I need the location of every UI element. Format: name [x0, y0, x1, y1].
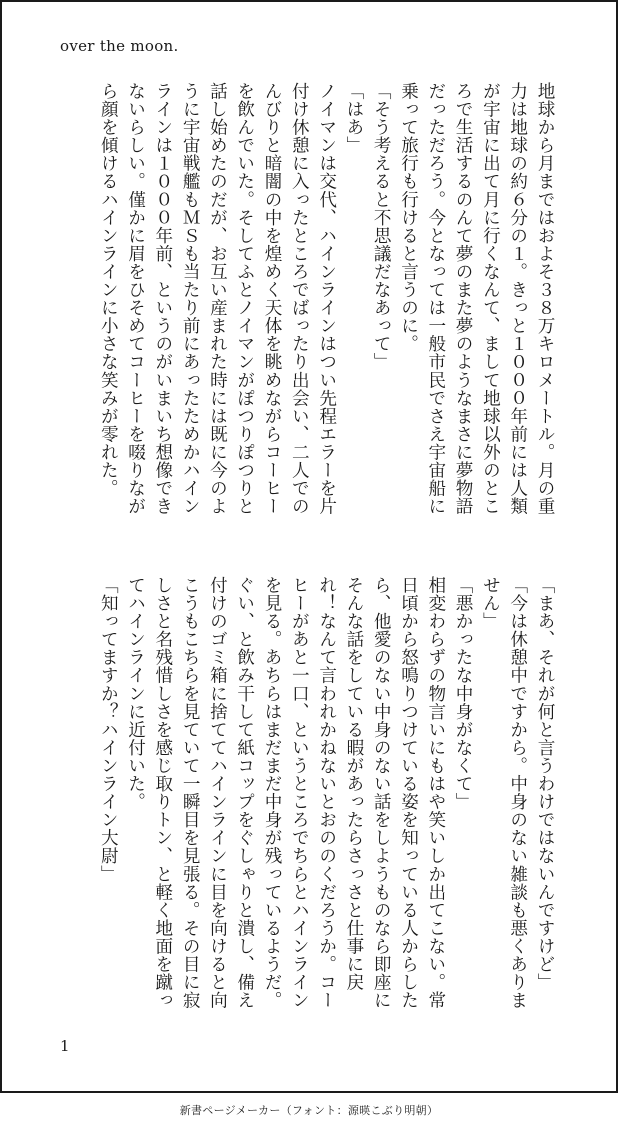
- text-line: だっただろう。今となっては一般市民でさえ宇宙船に: [425, 82, 446, 516]
- lower-text-block: [94, 576, 558, 1016]
- text-line: ヒーがあと一口、というところでちらとハインライン: [289, 576, 310, 1010]
- text-line: 相変わらずの物言いにもはや笑いしか出てこない。常: [425, 576, 446, 1010]
- text-line: ノイマンは交代、ハインラインはつい先程エラーを片: [316, 82, 337, 516]
- text-line: 付けのゴミ箱に捨ててハインラインに目を向けると向: [207, 576, 228, 1010]
- text-line: を飲んでいた。そしてふとノイマンがぽつりぽつりと: [234, 82, 255, 516]
- text-line: を見る。あちらはまだまだ中身が残っているようだ。: [262, 576, 283, 1010]
- text-line: ぐい、と飲み干して紙コップをぐしゃりと潰し、備え: [234, 576, 255, 1010]
- text-line: そんな話をしている暇があったらさっさと仕事に戻: [343, 576, 364, 992]
- text-line: ら、他愛のない中身のない話をしようものなら即座に: [371, 576, 392, 1010]
- text-line: 「悪かったな中身がなくて」: [453, 576, 474, 811]
- text-line: うに宇宙戦艦もＭＳも当たり前にあったためかハイン: [180, 82, 201, 516]
- text-line: てハインラインに近付いた。: [125, 576, 146, 811]
- text-line: 「今は休憩中ですから。中身のない雑談も悪くありま: [507, 576, 528, 1010]
- text-line: んびりと暗闇の中を煌めく天体を眺めながらコーヒー: [262, 82, 283, 516]
- text-line: 力は地球の約６分の１。きっと１０００年前には人類: [507, 82, 528, 516]
- text-line: せん」: [480, 576, 501, 631]
- text-line: 地球から月まではおよそ３８万キロメートル。月の重: [535, 82, 555, 516]
- text-line: 乗って旅行も行けると言うのに。: [398, 82, 419, 353]
- text-line: 「知ってますか？ハインライン大尉」: [98, 576, 119, 883]
- text-line: ら顔を傾けるハインラインに小さな笑みが零れた。: [98, 82, 119, 498]
- text-line: 「そう考えると不思議だなあって」: [371, 82, 392, 371]
- text-line: 「はあ」: [343, 82, 364, 155]
- text-line: こうもこちらを見ていて一瞬目を見張る。その目に寂: [180, 576, 201, 1010]
- text-line: れ！なんて言われかねないとおののくだろうか。コー: [316, 576, 337, 1010]
- text-line: 日頃から怒鳴りつけている姿を知っている人からした: [398, 576, 419, 1010]
- footer-credit: 新書ページメーカー（フォント：源暎こぶり明朝）: [179, 1104, 439, 1117]
- text-line: しさと名残惜しさを感じ取りトン、と軽く地面を蹴っ: [152, 576, 173, 1010]
- text-line: 話し始めたのだが、お互い産まれた時には既に今のよ: [207, 82, 228, 516]
- text-line: 付け休憩に入ったところでばったり出会い、二人での: [289, 82, 310, 516]
- text-line: ラインは１０００年前、というのがいまいち想像でき: [152, 82, 173, 516]
- upper-text-block: [94, 82, 558, 522]
- text-line: ろで生活するのんて夢のまた夢のようなまさに夢物語: [453, 82, 474, 516]
- text-line: 「まあ、それが何と言うわけではないんですけど」: [535, 576, 555, 992]
- text-line: が宇宙に出て月に行くなんて、まして地球以外のとこ: [480, 82, 501, 516]
- text-line: ないらしい。僅かに眉をひそめてコーヒーを啜りなが: [125, 82, 146, 516]
- book-title: over the moon.: [60, 37, 179, 55]
- page-number: 1: [60, 1037, 70, 1055]
